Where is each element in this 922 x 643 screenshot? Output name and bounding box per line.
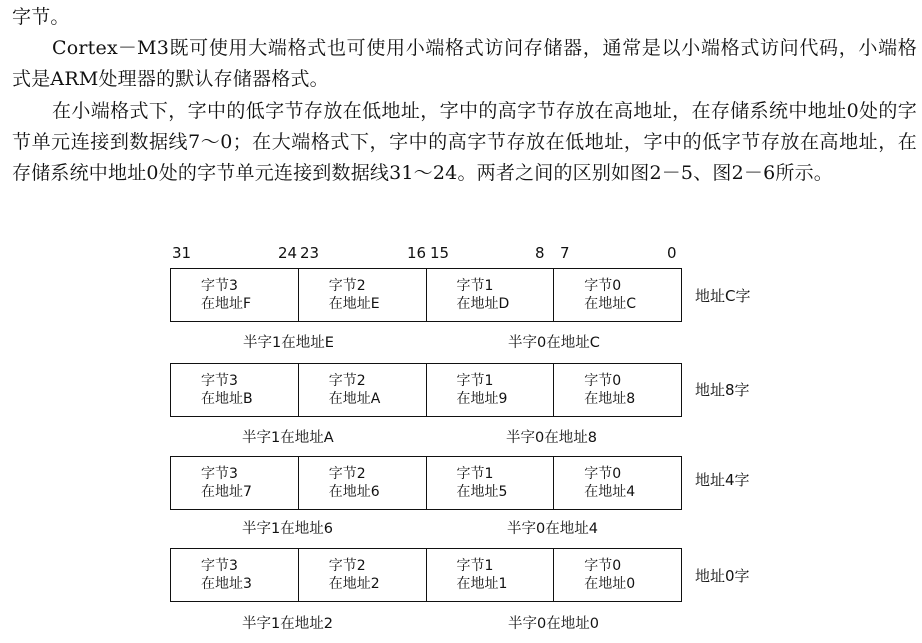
byte-label: 字节3	[201, 466, 238, 482]
byte-address: 在地址B	[201, 391, 253, 407]
halfword-1-label: 半字1在地址E	[243, 335, 334, 351]
bit-label-8: 8	[535, 244, 545, 262]
byte-address: 在地址6	[328, 484, 380, 500]
byte-address: 在地址0	[584, 576, 636, 592]
byte-label: 字节0	[584, 558, 622, 574]
byte-cell	[299, 364, 427, 416]
halfword-0-label: 半字0在地址C	[508, 335, 600, 351]
bit-label-16: 16	[407, 244, 427, 262]
byte-address: 在地址5	[456, 484, 508, 500]
paragraph-1: Cortex－M3既可使用大端格式也可使用小端格式访问存储器，通常是以小端格式访问代码，小端格式是ARM处理器的默认存储器格式。	[12, 37, 917, 91]
byte-address: 在地址D	[456, 296, 510, 312]
byte-cell	[299, 549, 427, 601]
halfword-1-label: 半字1在地址A	[242, 430, 334, 446]
byte-cell	[171, 549, 299, 601]
byte-address: 在地址E	[328, 296, 380, 312]
byte-cell	[171, 269, 299, 321]
byte-address: 在地址C	[584, 296, 637, 312]
word-label-address-8: 地址8字	[695, 381, 750, 399]
byte-label: 字节1	[456, 278, 494, 294]
byte-cell	[554, 457, 681, 509]
byte-label: 字节0	[584, 278, 622, 294]
byte-cell	[171, 364, 299, 416]
byte-label: 字节1	[456, 373, 494, 389]
byte-cell	[427, 549, 555, 601]
byte-label: 字节0	[584, 373, 622, 389]
byte-address: 在地址4	[584, 484, 636, 500]
halfword-1-label: 半字1在地址2	[242, 616, 333, 632]
byte-address: 在地址8	[584, 391, 636, 407]
byte-label: 字节3	[201, 373, 238, 389]
byte-label: 字节2	[328, 278, 366, 294]
byte-label: 字节1	[456, 558, 494, 574]
byte-address: 在地址7	[201, 484, 252, 500]
halfword-0-label: 半字0在地址4	[507, 521, 598, 537]
halfword-0-label: 半字0在地址8	[506, 430, 597, 446]
byte-cell	[171, 457, 299, 509]
bit-label-7: 7	[560, 244, 570, 262]
word-label-address-c: 地址C字	[695, 287, 751, 305]
byte-label: 字节2	[328, 558, 366, 574]
word-label-address-0: 地址0字	[695, 567, 750, 585]
byte-address: 在地址F	[201, 296, 252, 312]
word-row-address-8	[170, 363, 682, 417]
byte-cell	[427, 269, 555, 321]
byte-address: 在地址A	[328, 391, 381, 407]
byte-cell	[299, 269, 427, 321]
byte-cell	[427, 457, 555, 509]
word-row-address-4	[170, 456, 682, 510]
bit-label-24: 24	[278, 244, 298, 262]
byte-cell	[427, 364, 555, 416]
text-line-0: 字节。	[12, 6, 70, 28]
byte-address: 在地址2	[328, 576, 380, 592]
byte-label: 字节3	[201, 278, 238, 294]
byte-cell	[554, 549, 681, 601]
byte-label: 字节2	[328, 373, 366, 389]
bit-label-15: 15	[430, 244, 450, 262]
bit-label-23: 23	[300, 244, 320, 262]
byte-address: 在地址3	[201, 576, 252, 592]
word-label-address-4: 地址4字	[695, 471, 750, 489]
byte-label: 字节3	[201, 558, 238, 574]
bit-label-31: 31	[172, 244, 192, 262]
halfword-1-label: 半字1在地址6	[242, 521, 333, 537]
byte-cell	[554, 364, 681, 416]
paragraph-2: 在小端格式下，字中的低字节存放在低地址，字中的高字节存放在高地址，在存储系统中地址0处的字节单元连接到数据线7～0；在大端格式下，字中的高字节存放在低地址，字中的低字节存放在高地址，在存储系统中地址0处的字节单元连接到数据线31～24。两者之间的区别如图2－5、图2－6所示。	[12, 99, 917, 185]
byte-address: 在地址9	[456, 391, 508, 407]
byte-cell	[299, 457, 427, 509]
byte-label: 字节0	[584, 466, 622, 482]
word-row-address-0	[170, 548, 682, 602]
halfword-0-label: 半字0在地址0	[508, 616, 599, 632]
byte-label: 字节1	[456, 466, 494, 482]
bit-label-0: 0	[667, 244, 677, 262]
byte-label: 字节2	[328, 466, 366, 482]
byte-address: 在地址1	[456, 576, 508, 592]
byte-cell	[554, 269, 681, 321]
word-row-address-c	[170, 268, 682, 322]
